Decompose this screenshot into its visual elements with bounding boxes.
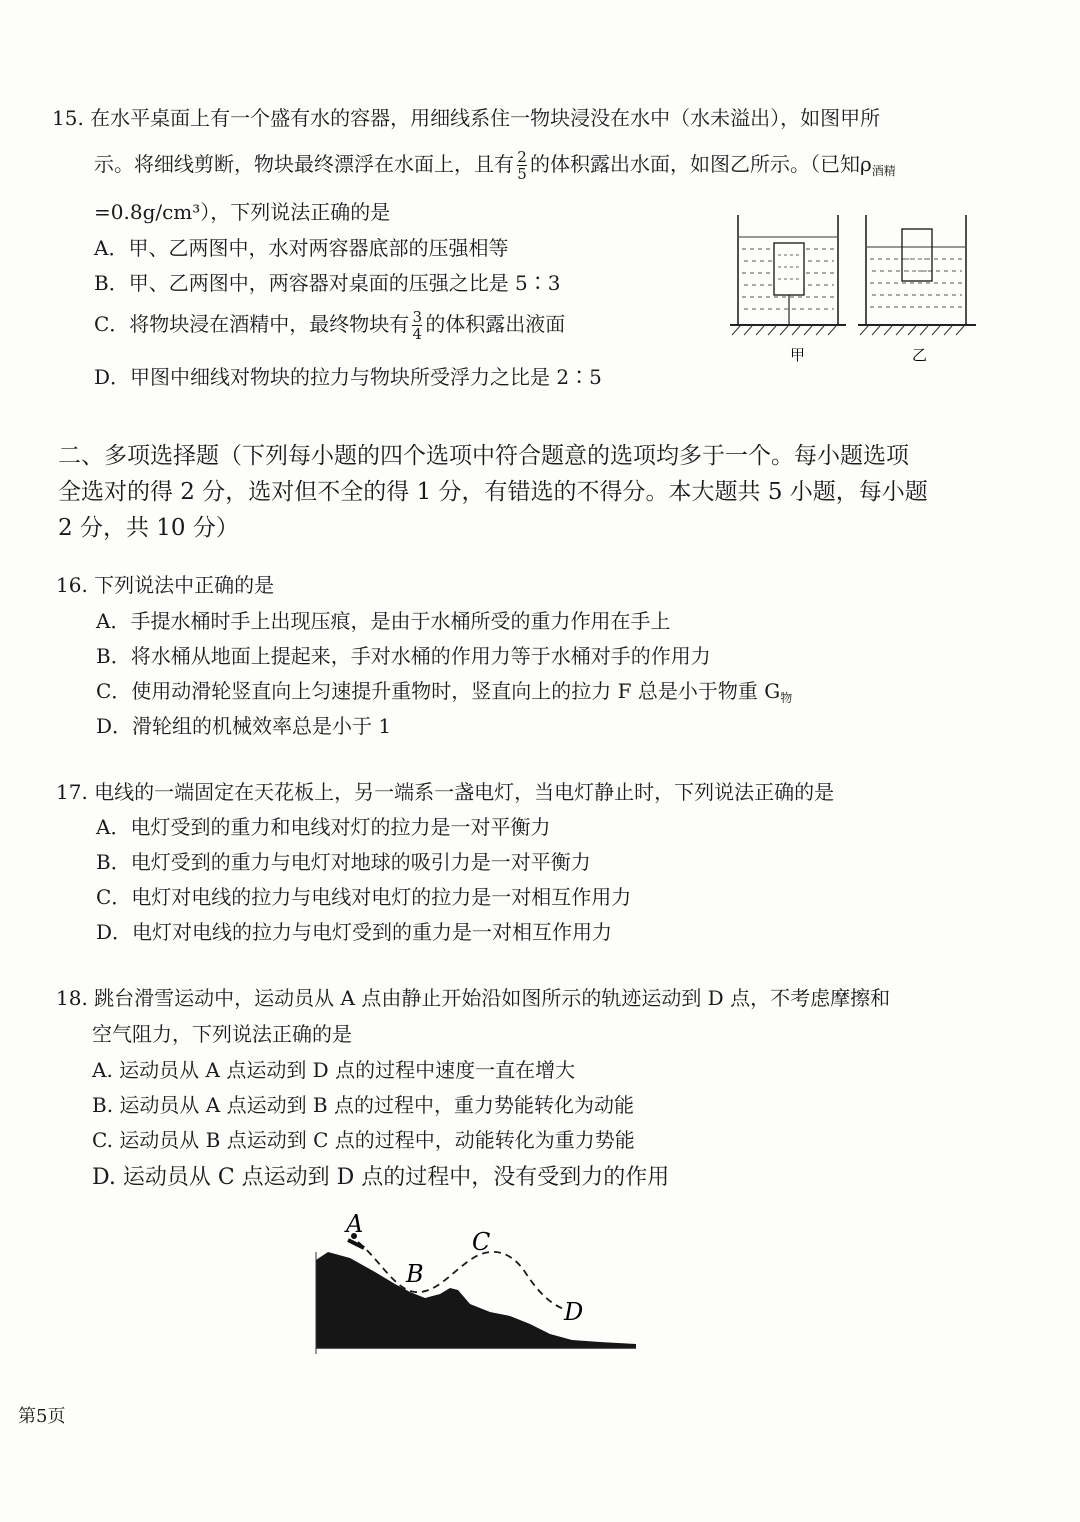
q18-stem-line2: 空气阻力，下列说法正确的是	[92, 1022, 352, 1046]
q17-option-b: B．电灯受到的重力与电灯对地球的吸引力是一对平衡力	[96, 850, 591, 874]
q18-option-d: D. 运动员从 C 点运动到 D 点的过程中，没有受到力的作用	[92, 1165, 670, 1190]
q16-option-d: D．滑轮组的机械效率总是小于 1	[96, 714, 392, 738]
q15-stem-line1: 15. 在水平桌面上有一个盛有水的容器，用细线系住一物块浸没在水中（水未溢出），如图甲所	[52, 106, 881, 130]
section-2-line1: 二、多项选择题（下列每小题的四个选项中符合题意的选项均多于一个。每小题选项	[58, 443, 909, 469]
container-yi	[858, 215, 976, 335]
q17-stem: 17. 电线的一端固定在天花板上，另一端系一盏电灯，当电灯静止时，下列说法正确的是	[56, 780, 835, 804]
q16-option-c	[96, 679, 792, 710]
q15-option-c-part2: 的体积露出液面	[425, 312, 566, 336]
q15-fraction	[517, 149, 527, 182]
q15-stem-line2	[94, 146, 896, 189]
ski-hill	[316, 1252, 636, 1348]
q15-stem-line2-part2: 的体积露出水面，如图乙所示。（已知ρ	[530, 152, 872, 176]
q15-option-b: B．甲、乙两图中，两容器对桌面的压强之比是 5∶3	[94, 271, 561, 295]
q15-option-c-fraction	[412, 309, 422, 342]
q16-option-b: B．将水桶从地面上提起来，手对水桶的作用力等于水桶对手的作用力	[96, 644, 711, 668]
q15-option-d: D．甲图中细线对物块的拉力与物块所受浮力之比是 2∶5	[94, 365, 602, 389]
q16-option-c-text: C．使用动滑轮竖直向上匀速提升重物时，竖直向上的拉力 F 总是小于物重 G	[96, 679, 781, 703]
q18-option-b: B. 运动员从 A 点运动到 B 点的过程中，重力势能转化为动能	[92, 1093, 634, 1117]
point-label-a: A	[346, 1212, 364, 1238]
frac-denominator: 4	[412, 325, 423, 343]
q17-option-a: A．电灯受到的重力和电线对灯的拉力是一对平衡力	[96, 815, 551, 839]
section-2-line2: 全选对的得 2 分，选对但不全的得 1 分，有错选的不得分。本大题共 5 小题，每小题	[58, 479, 928, 505]
point-label-b: B	[406, 1260, 424, 1288]
q15-option-c	[94, 306, 565, 342]
q15-rho-subscript: 酒精	[871, 164, 896, 178]
q16-g-subscript: 物	[780, 691, 793, 705]
q17-option-c: C．电灯对电线的拉力与电线对电灯的拉力是一对相互作用力	[96, 885, 632, 909]
figure-label-jia: 甲	[790, 346, 806, 364]
q15-stem-line3: =0.8g/cm³），下列说法正确的是	[94, 200, 391, 224]
q15-stem-line2-part1: 示。将细线剪断，物块最终漂浮在水面上，且有	[94, 152, 514, 176]
point-label-d: D	[564, 1298, 584, 1326]
frac-numerator: 3	[412, 308, 423, 326]
q18-option-a: A. 运动员从 A 点运动到 D 点的过程中速度一直在增大	[92, 1058, 576, 1082]
q15-option-c-part1: C．将物块浸在酒精中，最终物块有	[94, 312, 410, 336]
page-number: 第5页	[18, 1406, 66, 1427]
q18-ski-jump-figure	[310, 1212, 650, 1362]
q17-option-d: D．电灯对电线的拉力与电灯受到的重力是一对相互作用力	[96, 920, 613, 944]
section-2-heading	[58, 438, 988, 546]
frac-denominator: 5	[517, 165, 527, 183]
frac-numerator: 2	[517, 148, 527, 166]
figure-label-yi: 乙	[912, 346, 928, 364]
section-2-line3: 2 分，共 10 分）	[58, 515, 239, 541]
container-jia	[730, 215, 846, 335]
q16-option-a: A．手提水桶时手上出现压痕，是由于水桶所受的重力作用在手上	[96, 609, 671, 633]
q16-stem: 16. 下列说法中正确的是	[56, 573, 275, 597]
point-label-c: C	[472, 1228, 491, 1256]
q15-option-a: A．甲、乙两图中，水对两容器底部的压强相等	[94, 236, 509, 260]
q18-option-c: C. 运动员从 B 点运动到 C 点的过程中，动能转化为重力势能	[92, 1128, 635, 1152]
q15-container-figure	[720, 205, 990, 375]
q18-stem-line1: 18. 跳台滑雪运动中，运动员从 A 点由静止开始沿如图所示的轨迹运动到 D 点，不考虑摩擦和	[56, 986, 891, 1010]
